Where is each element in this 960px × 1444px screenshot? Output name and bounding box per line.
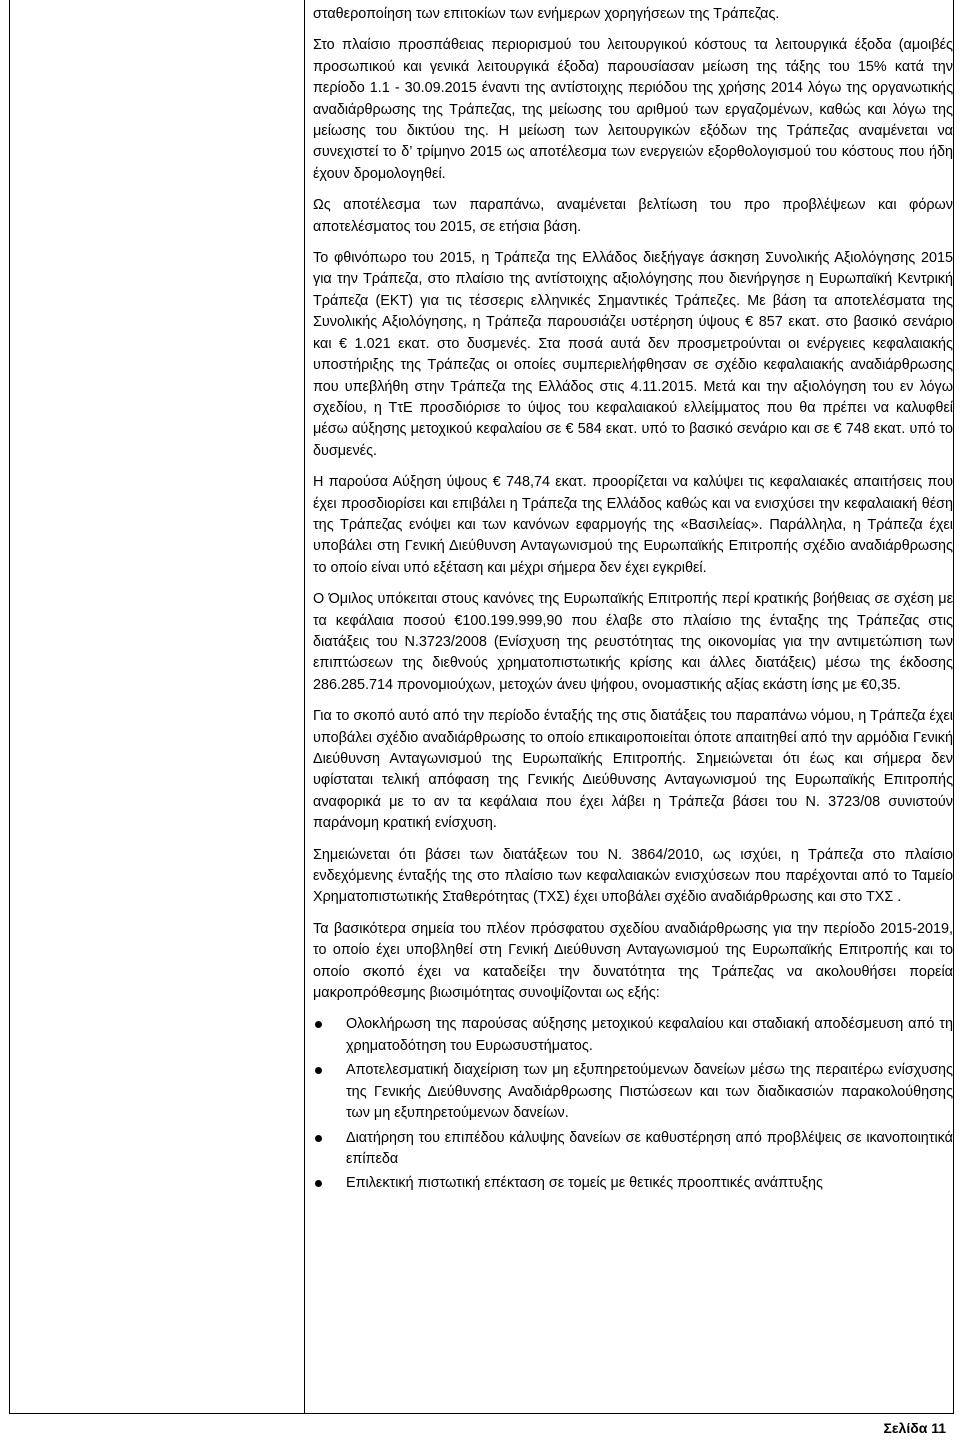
bullet-icon [315, 1067, 322, 1074]
paragraph-4: Το φθινόπωρο του 2015, η Τράπεζα της Ελλάδος διεξήγαγε άσκηση Συνολικής Αξιολόγησης 2015 για την Τράπεζα, στο πλαίσιο της αντίστοιχης αξιολόγησης που διενήργησε η Ευρωπαϊκή Κεντρική Τράπεζα (ΕΚΤ) για τις τέσσερις ελληνικές Σημαντικές Τράπεζες. Με βάση τα αποτελέσματα της Συνολικής Αξιολόγησης, η Τράπεζα παρουσιάζει υστέρηση ύψους € 857 εκατ. στο βασικό σενάριο και € 1.021 εκατ. στο δυσμενές. Στα ποσά αυτά δεν προσμετρούνται οι ενέργειες κεφαλαιακής υποστήριξης της Τράπεζας οι οποίες συμπεριελήφθησαν σε σχέδιο κεφαλαιακής αναδιάρθρωσης που υπεβλήθη στην Τράπεζα της Ελλάδος στις 4.11.2015. Μετά και την αξιολόγηση του εν λόγω σχεδίου, η ΤτΕ προσδιόρισε το ύψος του κεφαλαιακού ελλείμματος που θα πρέπει να καλυφθεί μέσω αύξησης μετοχικού κεφαλαίου σε € 584 εκατ. υπό το βασικό σενάριο και σε € 748 εκατ. υπό το δυσμενές. [313, 250, 953, 459]
list-item [313, 1060, 953, 1124]
paragraph-6: Ο Όμιλος υπόκειται στους κανόνες της Ευρωπαϊκής Επιτροπής περί κρατικής βοήθειας σε σχέση με τα κεφάλαια ποσού €100.199.999,90 που έλαβε στο πλαίσιο της ένταξης της Τράπεζας στις διατάξεις του Ν.3723/2008 (Ενίσχυση της ρευστότητας της οικονομίας για την αντιμετώπιση των επιπτώσεων της διεθνούς χρηματοπιστωτικής κρίσης και άλλες διατάξεις) μέσω της έκδοσης 286.285.714 προνομιούχων, μετοχών άνευ ψήφου, ονομαστικής αξίας εκάστη ίσης με €0,35. [313, 591, 953, 693]
paragraph-1: σταθεροποίηση των επιτοκίων των ενήμερων χορηγήσεων της Τράπεζας. [313, 6, 780, 22]
list-item [313, 1173, 953, 1194]
left-column [10, 0, 305, 1413]
list-item-text: Αποτελεσματική διαχείριση των μη εξυπηρετούμενων δανείων μέσω της περαιτέρω ενίσχυσης της Γενικής Διεύθυνσης Αναδιάρθρωσης Πιστώσεων και των διαδικασιών παρακολούθησης των μη εξυπηρετούμενων δανείων. [346, 1062, 953, 1122]
bullet-icon [315, 1135, 322, 1142]
list-item [313, 1128, 953, 1171]
paragraph-8: Σημειώνεται ότι βάσει των διατάξεων του Ν. 3864/2010, ως ισχύει, η Τράπεζα στο πλαίσιο ενδεχόμενης ένταξής της στο πλαίσιο των κεφαλαιακών ενισχύσεων που παρέχονται από το Ταμείο Χρηματοπιστωτικής Σταθερότητας (ΤΧΣ) έχει υποβάλει σχέδιο αναδιάρθρωσης και στο ΤΧΣ . [313, 846, 953, 906]
list-item [313, 1014, 953, 1057]
list-item-text: Διατήρηση του επιπέδου κάλυψης δανείων σε καθυστέρηση από προβλέψεις σε ικανοποιητικά επίπεδα [346, 1129, 953, 1167]
bullet-list [313, 1014, 953, 1194]
list-item-text: Ολοκλήρωση της παρούσας αύξησης μετοχικού κεφαλαίου και σταδιακή αποδέσμευση από τη χρηματοδότηση του Ευρωσυστήματος. [346, 1016, 953, 1054]
main-text-column [313, 0, 953, 1198]
page-number: Σελίδα 11 [883, 1420, 946, 1436]
document-table-frame [9, 0, 954, 1414]
paragraph-5: Η παρούσα Αύξηση ύψους € 748,74 εκατ. προορίζεται να καλύψει τις κεφαλαιακές απαιτήσεις που έχει προσδιορίσει και επιβάλει η Τράπεζα της Ελλάδος καθώς και να ενισχύσει την κεφαλαιακή θέση της Τράπεζας ενόψει και των κανόνων εφαρμογής της «Βασιλείας». Παράλληλα, η Τράπεζα έχει υποβάλει στη Γενική Διεύθυνση Ανταγωνισμού της Ευρωπαϊκής Επιτροπής σχέδιο αναδιάρθρωσης το οποίο είναι υπό εξέταση και μέχρι σήμερα δεν έχει εγκριθεί. [313, 474, 953, 576]
paragraph-3: Ως αποτέλεσμα των παραπάνω, αναμένεται βελτίωση του προ προβλέψεων και φόρων αποτελέσματος του 2015, σε ετήσια βάση. [313, 197, 953, 235]
list-item-text: Επιλεκτική πιστωτική επέκταση σε τομείς με θετικές προοπτικές ανάπτυξης [346, 1175, 823, 1192]
bullet-icon [315, 1180, 322, 1187]
paragraph-7: Για το σκοπό αυτό από την περίοδο ένταξής της στις διατάξεις του παραπάνω νόμου, η Τράπεζα έχει υποβάλει σχέδιο αναδιάρθρωσης το οποίο επικαιροποιείται όποτε απαιτηθεί από την αρμόδια Γενική Διεύθυνση Ανταγωνισμού της Ευρωπαϊκής Επιτροπής. Σημειώνεται ότι έως και σήμερα δεν υφίσταται τελική απόφαση της Γενικής Διεύθυνσης Ανταγωνισμού της Ευρωπαϊκής Επιτροπής αναφορικά με το αν τα κεφάλαια που έχει λάβει η Τράπεζα βάσει του Ν. 3723/08 συνιστούν παράνομη κρατική ενίσχυση. [313, 708, 953, 832]
paragraph-9: Τα βασικότερα σημεία του πλέον πρόσφατου σχεδίου αναδιάρθρωσης για την περίοδο 2015-2019, το οποίο έχει υποβληθεί στη Γενική Διεύθυνση Ανταγωνισμού της Ευρωπαϊκής Επιτροπής και το οποίο σκοπό έχει να καταδείξει την δυνατότητα της Τράπεζας να ακολουθήσει πορεία μακροπρόθεσμης βιωσιμότητας συνοψίζονται ως εξής: [313, 920, 953, 1002]
bullet-icon [315, 1021, 322, 1028]
paragraph-2: Στο πλαίσιο προσπάθειας περιορισμού του λειτουργικού κόστους τα λειτουργικά έξοδα (αμοιβές προσωπικού και γενικά λειτουργικά έξοδα) παρουσίασαν μείωση της τάξης του 15% κατά την περίοδο 1.1 - 30.09.2015 έναντι της αντίστοιχης περιόδου της χρήσης 2014 λόγω της οργανωτικής αναδιάρθρωσης της Τράπεζας, της μείωσης του αριθμού των εργαζομένων, καθώς και λόγω της μείωσης του δικτύου της. Η μείωση των λειτουργικών εξόδων της Τράπεζας αναμένεται να συνεχιστεί το δ’ τρίμηνο 2015 ως αποτέλεσμα των ενεργειών εξορθολογισμού του κόστους που ήδη έχουν δρομολογηθεί. [313, 37, 953, 182]
